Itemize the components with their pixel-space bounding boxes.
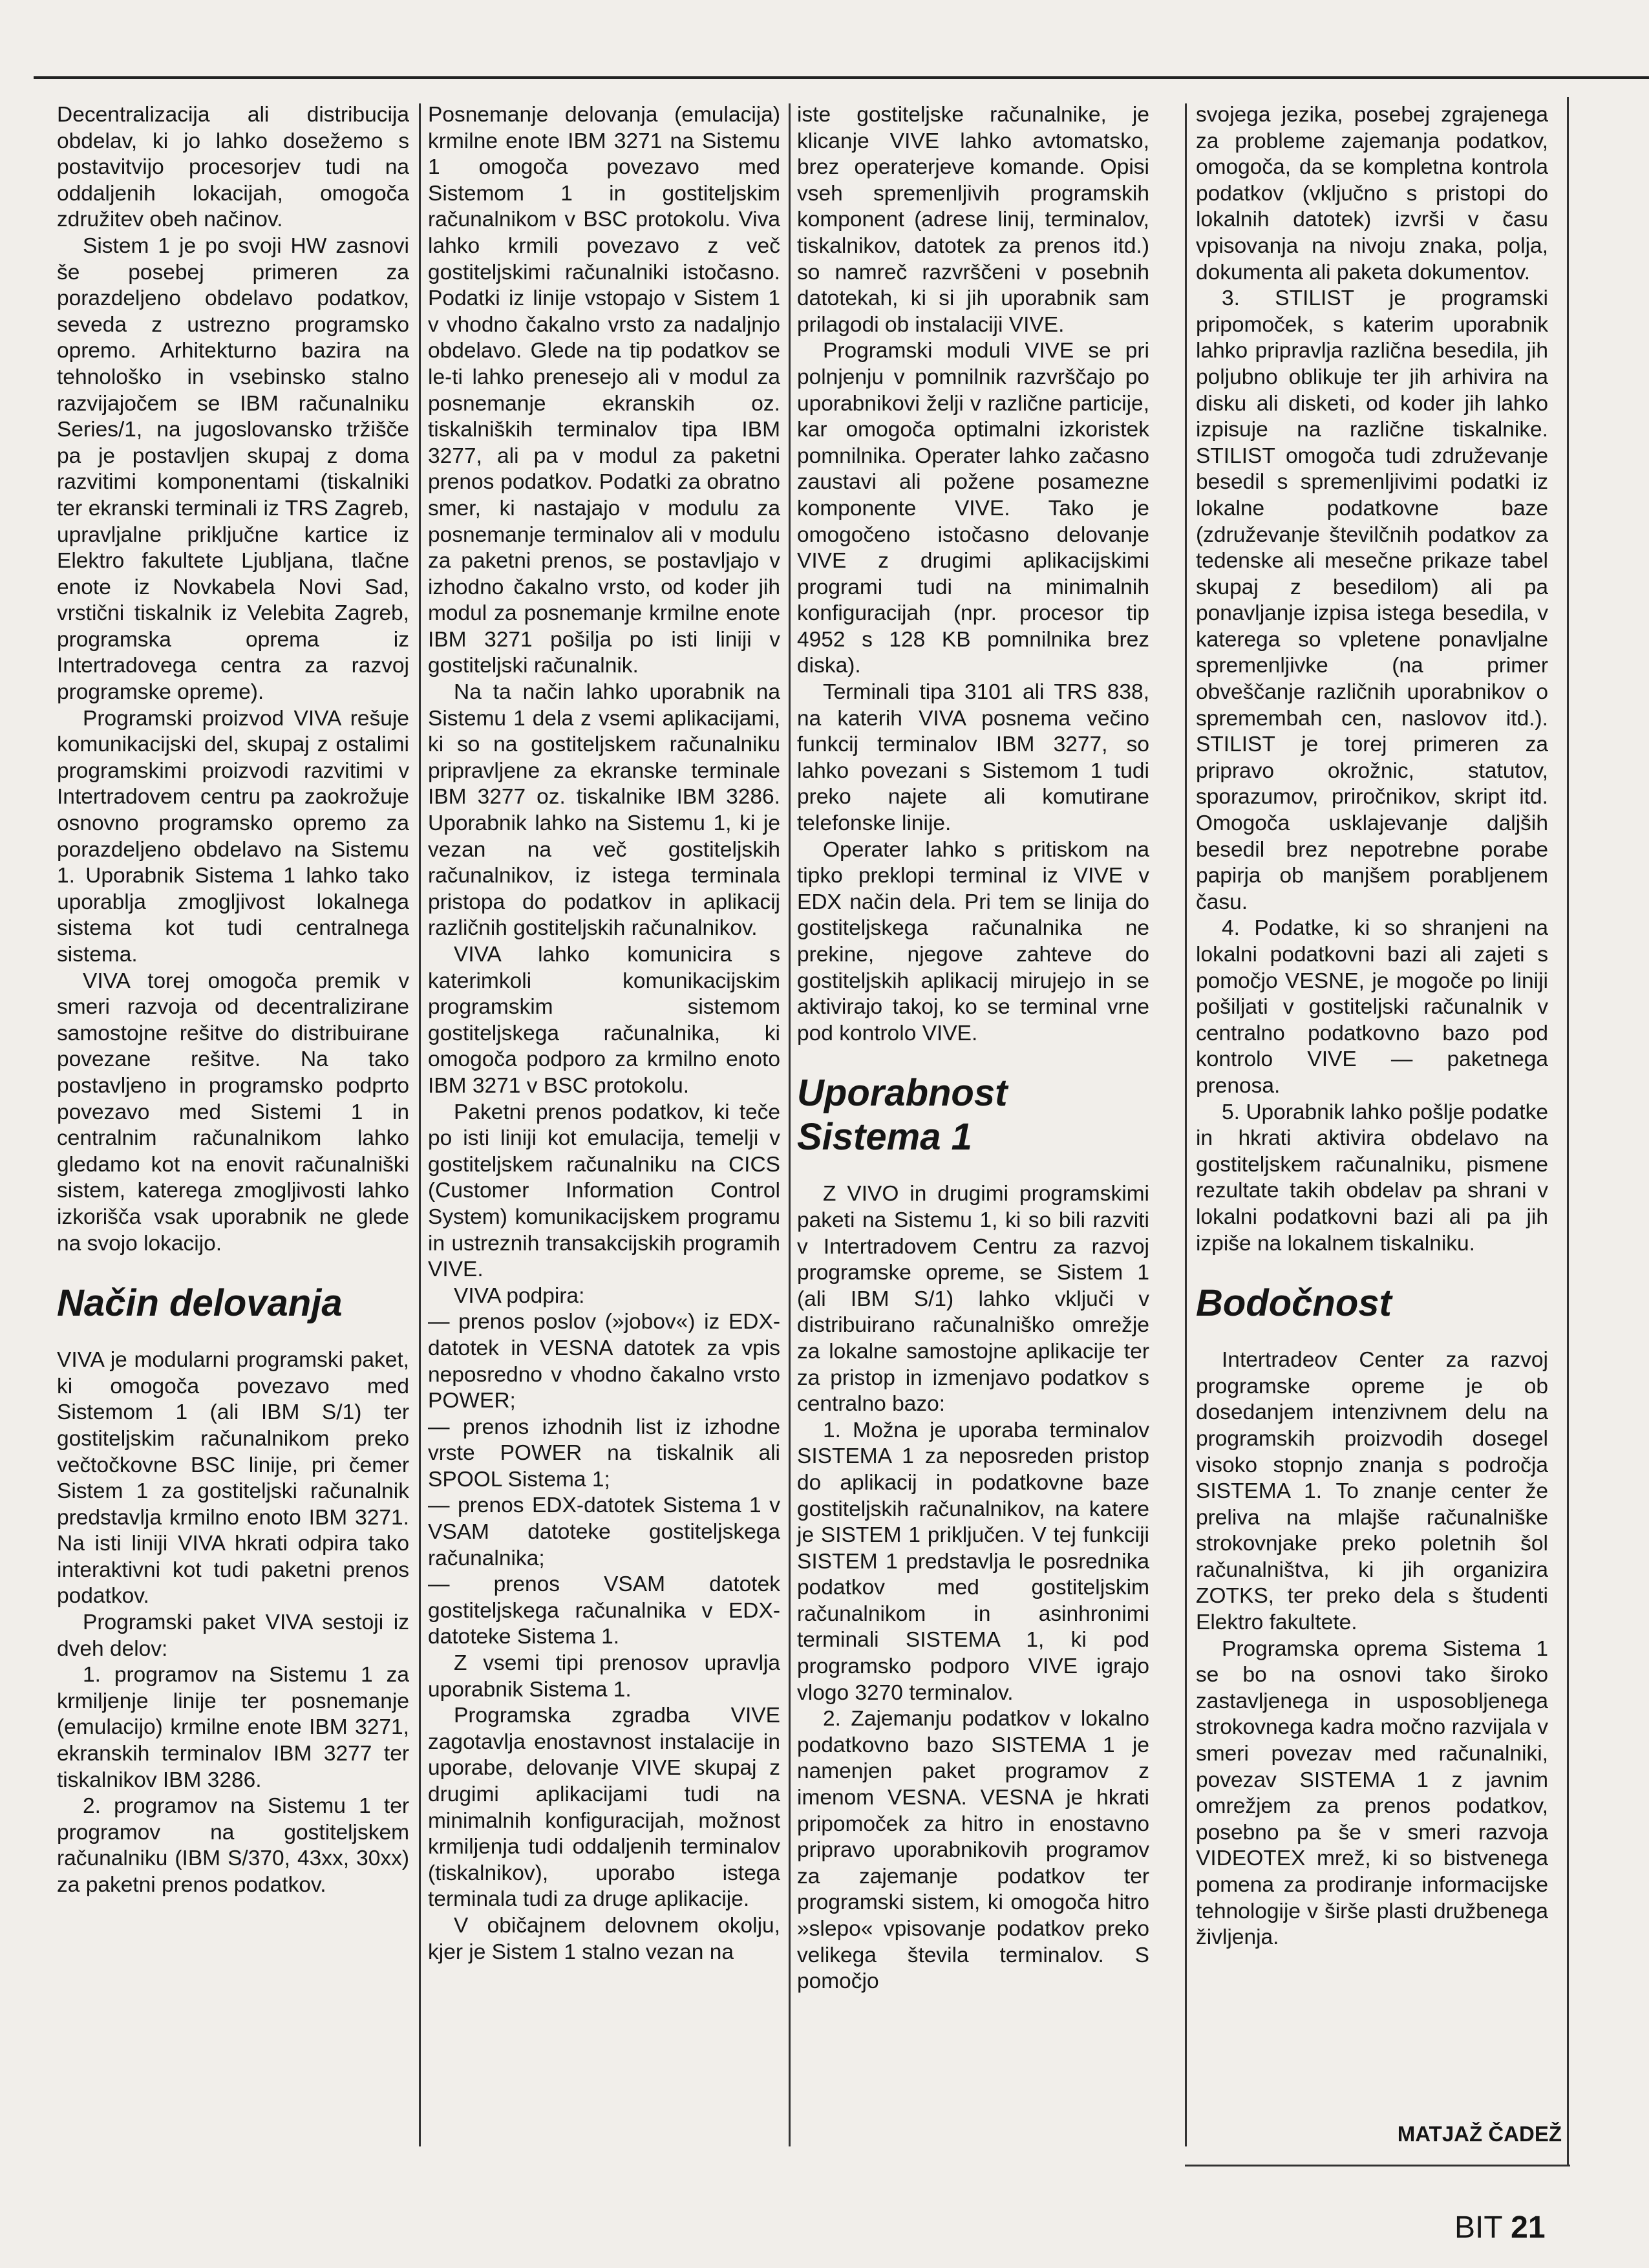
page-folio xyxy=(1454,2210,1546,2245)
author-byline: MATJAŽ ČADEŽ xyxy=(1397,2122,1562,2146)
paragraph: Posnemanje delovanja (emulacija) krmilne enote IBM 3271 na Sistemu 1 omogoča povezavo med Sistemom 1 in gostiteljskim računalnikom v BSC protokolu. Viva lahko krmili povezavo z več gostiteljskimi računalniki istočasno. Podatki iz linije vstopajo v Sistem 1 v vhodno čakalno vrsto za nadaljnjo obdelavo. Glede na tip podatkov se le-ti lahko prenesejo ali v modul za posnemanje ekranskih oz. tiskalniških terminalov tipa IBM 3277, ali pa v modul za paketni prenos podatkov. Podatki za obratno smer, ki nastajajo v modulu za posnemanje terminalov ali v modulu za paketni prenos, se postavljajo v izhodno čakalno vrsto, od koder jih modul za posnemanje krmilne enote IBM 3271 pošilja po isti liniji v gostiteljski računalnik. xyxy=(428,103,780,678)
paragraph: Intertradeov Center za razvoj programske opreme je ob dosedanjem intenzivnem delu na programskih proizvodih dosegel visoko stopnjo znanja s področja SISTEMA 1. To znanje center že preliva na mlajše računalniške strokovnjake preko poletnih šol računalništva, ki jih organizira ZOTKS, ter preko dela s študenti Elektro fakultete. xyxy=(1196,1348,1548,1635)
section-heading: Bodočnost xyxy=(1196,1282,1392,1325)
paragraph: Terminali tipa 3101 ali TRS 838, na katerih VIVA posnema večino funkcij terminalov IBM 3277, so lahko povezani s Sistemom 1 tudi preko najete ali komutirane telefonske linije. xyxy=(797,680,1149,836)
paragraph: 5. Uporabnik lahko pošlje podatke in hkrati aktivira obdelavo na gostiteljskem računalniku, pismene rezultate takih obdelav pa shrani v lokalni podatkovni bazi ali pa jih izpiše na lokalnem tiskalniku. xyxy=(1196,1100,1548,1256)
paragraph: V običajnem delovnem okolju, kjer je Sistem 1 stalno vezan na xyxy=(428,1913,780,1964)
paragraph: VIVA torej omogoča premik v smeri razvoja od decentraliziranе samostojne rešitve do distribuirane povezane rešitve. Na tako postavljeno in programsko podprto povezavo med Sistemi 1 in centralnim računalnikom lahko gledamo kot na enovit računalniški sistem, katerega zmogljivosti lahko izkorišča vsak uporabnik ne glede na svojo lokacijo. xyxy=(57,968,409,1256)
paragraph: Z VIVO in drugimi programskimi paketi na Sistemu 1, ki so bili razviti v Intertradovem Centru za razvoj programske opreme, se Sistem 1 (ali IBM S/1) lahko vključi v distribuirano računalniško omrežje za lokalne samostojne aplikacije ter za pristop in izmenjavo podatkov s centralno bazo: xyxy=(797,1182,1149,1417)
column-4 xyxy=(1196,102,1548,1951)
paragraph: Programska oprema Sistema 1 se bo na osnovi tako široko zastavljenega in usposobljenega strokovnega kadra močno razvijala v smeri povezav med računalniki, povezav SISTEMA 1 z javnim omrežjem za prenos podatkov, posebno pa še v smeri razvoja VIDEOTEX mrež, ki so bistvenega pomena za prodiranje informacijske tehnologije v širše plasti družbenega življenja. xyxy=(1196,1636,1548,1950)
column-2 xyxy=(428,102,780,1965)
list-item: — prenos izhodnih list iz izhodne vrste POWER na tiskalnik ali SPOOL Sistema 1; xyxy=(428,1415,780,1492)
paragraph: 4. Podatke, ki so shranjeni na lokalni podatkovni bazi ali zajeti s pomočjo VESNE, je mogoče po liniji pošiljati v gostiteljski računalnik v centralno podatkovno bazo pod kontrolo VIVE — paketnega prenosa. xyxy=(1196,916,1548,1098)
paragraph: svojega jezika, posebej zgrajenega za probleme zajemanja podatkov, omogoča, da se kompletna kontrola podatkov (vključno s pristopi do lokalnih datotek) izvrši v času vpisovanja na nivoju znaka, polja, dokumenta ali paketa dokumentov. xyxy=(1196,103,1548,284)
paragraph: Na ta način lahko uporabnik na Sistemu 1 dela z vsemi aplikacijami, ki so na gostiteljskem računalniku pripravljene za ekranske terminale IBM 3277 oz. tiskalnike IBM 3286. Uporabnik lahko na Sistemu 1, ki je vezan na več gostiteljskih računalnikov, iz istega terminala pristopa do podatkov in aplikacij različnih gostiteljskih računalnikov. xyxy=(428,680,780,941)
paragraph: 1. programov na Sistemu 1 za krmiljenje linije ter posnemanje (emulacijo) krmilne enote IBM 3271, ekranskih terminalov IBM 3277 ter tiskalnikov IBM 3286. xyxy=(57,1663,409,1792)
bottom-rule xyxy=(1185,2165,1570,2166)
paragraph: Programski proizvod VIVA rešuje komunikacijski del, skupaj z ostalimi programskimi proizvodi razvitimi v Intertradovem centru pa zaokrožuje osnovno programsko opremo za porazdeljeno obdelavo na Sistemu 1. Uporabnik Sistema 1 lahko tako uporablja zmogljivost lokalnega sistema kot tudi centralnega sistema. xyxy=(57,706,409,967)
magazine-name: BIT xyxy=(1454,2210,1502,2245)
list-item: — prenos EDX-datotek Sistema 1 v VSAM datoteke gostiteljskega računalnika; xyxy=(428,1493,780,1570)
paragraph: 3. STILIST je programski pripomoček, s katerim uporabnik lahko pripravlja različna besedila, jih poljubno oblikuje ter jih arhivira na disku ali disketi, od koder jih lahko izpisuje na različne tiskalnike. STILIST omogoča tudi združevanje besedil s spremenljivimi podatki iz lokalne podatkovne baze (združevanje številčnih podatkov za tedenske ali mesečne prikaze tabel skupaj z besedilom) ali pa ponavljanje izpisa istega besedila, v katerega so vpletene ponavljalne spremenljivke (na primer obveščanje različnih uporabnikov o spremembah cen, naslovov itd.). STILIST je torej primeren za pripravo okrožnic, statutov, sporazumov, priročnikov, skript itd. Omogoča usklajevanje daljših besedil brez nepotrebne porabe papirja ob manjšem porabljenem času. xyxy=(1196,286,1548,914)
paragraph: Programska zgradba VIVE zagotavlja enostavnost instalacije in uporabe, delovanje VIVE skupaj z drugimi aplikacijami tudi na minimalnih konfiguracijah, možnost krmiljenja tudi oddaljenih terminalov (tiskalnikov), uporabo istega terminala tudi za druge aplikacije. xyxy=(428,1704,780,1912)
paragraph: iste gostiteljske računalnike, je klicanje VIVE lahko avtomatsko, brez operaterjeve komande. Opisi vseh spremenljivih programskih komponent (adrese linij, terminalov, tiskalnikov, datotek za prenos itd.) so namreč razvrščeni v posebnih datotekah, ki si jih uporabnik sam prilagodi ob instalaciji VIVE. xyxy=(797,103,1149,337)
paragraph: VIVA je modularni programski paket, ki omogoča povezavo med Sistemom 1 (ali IBM S/1) ter gostiteljskim računalnikom preko večtočkovne BSC linije, pri čemer Sistem 1 za gostiteljski računalnik predstavlja krmilno enoto IBM 3271. Na isti liniji VIVA hkrati odpira tako interaktivni kot tudi paketni prenos podatkov. xyxy=(57,1348,409,1609)
column-divider xyxy=(789,103,791,2146)
right-border xyxy=(1567,97,1569,2166)
paragraph: Sistem 1 je po svoji HW zasnovi še posebej primeren za porazdeljeno obdelavo podatkov, seveda z ustrezno programsko opremo. Arhitekturno bazira na tehnološko in vsebinsko stalno razvijajočem se IBM računalniku Series/1, na jugoslovansko tržišče pa je postavljen skupaj z doma razvitimi komponentami (tiskalniki ter ekranski terminali iz TRS Zagreb, upravljalne priključne kartice iz Elektro fakultete Ljubljana, tlačne enote iz Novkabela Novi Sad, vrstični tiskalnik iz Velebita Zagreb, programska oprema iz Intertradovega centra za razvoj programske opreme). xyxy=(57,233,409,705)
paragraph: 2. programov na Sistemu 1 ter programov na gostiteljskem računalniku (IBM S/370, 43xx, 30xx) za paketni prenos podatkov. xyxy=(57,1794,409,1897)
list-item: — prenos poslov (»jobov«) iz EDX-datotek in VESNA datotek za vpis neposredno v vhodno čakalno vrsto POWER; xyxy=(428,1310,780,1413)
column-1 xyxy=(57,102,409,1899)
paragraph: VIVA lahko komunicira s katerimkoli komunikacijskim programskim sistemom gostiteljskega računalnika, ki omogoča podporo za krmilno enoto IBM 3271 v BSC protokolu. xyxy=(428,943,780,1098)
column-divider xyxy=(1185,103,1187,2146)
paragraph: Operater lahko s pritiskom na tipko preklopi terminal iz VIVE v EDX način dela. Pri tem se linija do gostiteljskega računalnika ne prekine, njegove zahteve do gostiteljskih aplikacij mirujejo in se aktivirajo takoj, ko se terminal vrne pod kontrolo VIVE. xyxy=(797,837,1149,1045)
column-3 xyxy=(797,102,1149,1995)
paragraph: VIVA podpira: xyxy=(454,1283,585,1308)
section-heading: Uporabnost Sistema 1 xyxy=(797,1072,1008,1159)
paragraph: Z vsemi tipi prenosov upravlja uporabnik Sistema 1. xyxy=(428,1651,780,1702)
page-number: 21 xyxy=(1511,2210,1546,2245)
paragraph: Programski moduli VIVE se pri polnjenju v pomnilnik razvrščajo po uporabnikovi želji v različne particije, kar omogoča optimalni izkoristek pomnilnika. Operater lahko začasno zaustavi ali požene posamezne komponente VIVE. Tako je omogočeno istočasno delovanje VIVE z drugimi aplikacijskimi programi tudi na minimalnih konfiguracijah (npr. procesor tip 4952 s 128 KB pomnilnika brez diska). xyxy=(797,339,1149,678)
paragraph: Paketni prenos podatkov, ki teče po isti liniji kot emulacija, temelji v gostiteljskem računalniku na CICS (Customer Information Control System) komunikacijskem programu in ustreznih transakcijskih programih VIVE. xyxy=(428,1100,780,1282)
top-rule xyxy=(34,76,1649,79)
column-divider xyxy=(419,103,421,2146)
paragraph: Programski paket VIVA sestoji iz dveh delov: xyxy=(57,1610,409,1661)
paragraph: Decentralizacija ali distribucija obdelav, ki jo lahko dosežemo s postavitvijo procesorjev tudi na oddaljenih lokacijah, omogoča združitev obeh načinov. xyxy=(57,103,409,232)
paragraph: 2. Zajemanju podatkov v lokalno podatkovno bazo SISTEMA 1 je namenjen paket programov z imenom VESNA. VESNA je hkrati pripomoček za hitro in enostavno pripravo uporabnikovih programov za zajemanje podatkov ter programski sistem, ki omogoča hitro »slepo« vpisovanje podatkov preko velikega števila terminalov. S pomočjo xyxy=(797,1707,1149,1994)
section-heading: Način delovanja xyxy=(57,1282,343,1325)
paragraph: 1. Možna je uporaba terminalov SISTEMA 1 za neposreden pristop do aplikacij in podatkovne baze gostiteljskih računalnikov, na katere je SISTEM 1 priključen. V tej funkciji SISTEM 1 predstavlja le posrednika podatkov med gostiteljskim računalnikom in asinhronimi terminali SISTEMA 1, ki pod programsko podporo VIVE igrajo vlogo 3270 terminalov. xyxy=(797,1418,1149,1705)
list-item: — prenos VSAM datotek gostiteljskega računalnika v EDX-datoteke Sistema 1. xyxy=(428,1572,780,1649)
